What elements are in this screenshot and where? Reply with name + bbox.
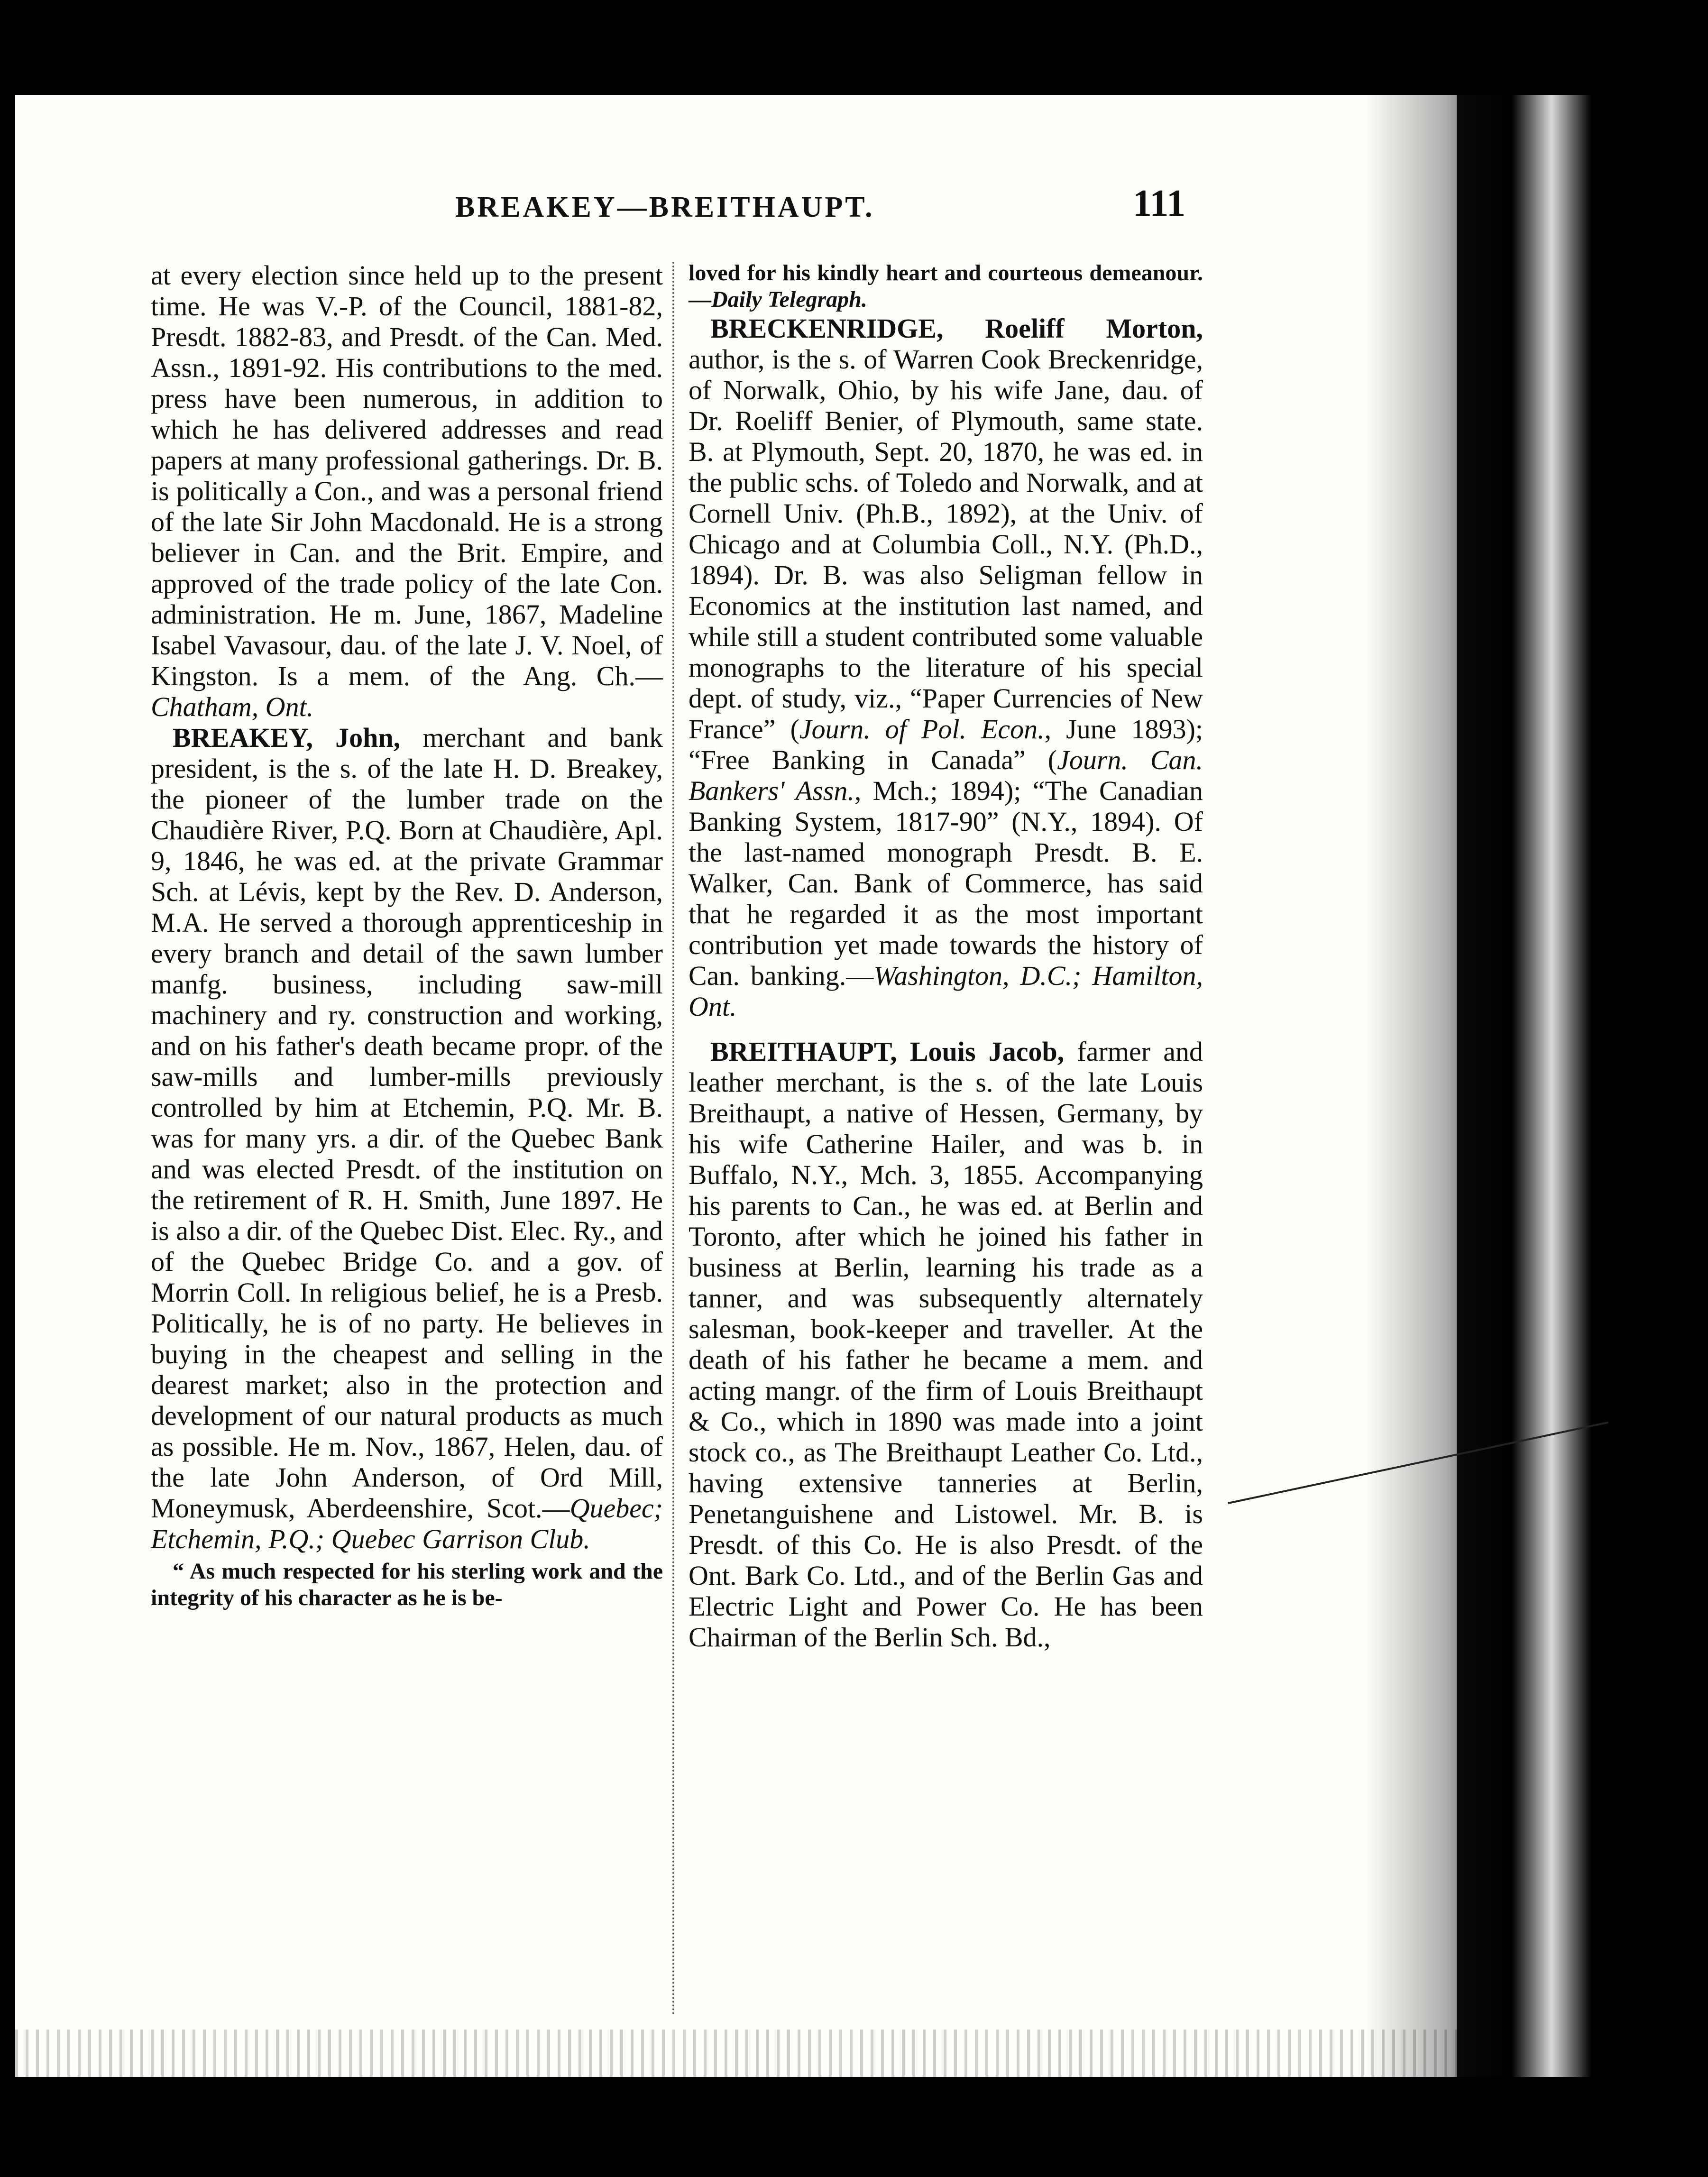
entry-breckenridge <box>689 313 1203 1022</box>
scan-noise <box>15 2030 1485 2077</box>
entry-gap <box>689 1022 1203 1036</box>
entry-text: author, is the s. of Warren Cook Breckenridge, of Norwalk, Ohio, by his wife Jane, dau. of Dr. Roeliff Benier, of Plymouth, same state. B. at Plymouth, Sept. 20, 1870, he was ed. in the public schs. of Toledo and Norwalk, and at Cornell Univ. (Ph.B., 1892), at the Univ. of Chicago and at Columbia Coll., N.Y. (Ph.D., 1894). Dr. B. was also Seligman fellow in Economics at the institution last named, and while still a student contributed some valuable monographs to the literature of his special dept. of study, viz., “Paper Currencies of New France” ( <box>689 344 1203 744</box>
left-column <box>151 260 663 1611</box>
paragraph-text: at every election since held up to the present time. He was V.-P. of the Council, 1881-82, Presdt. 1882-83, and Presdt. of the Can. Med. Assn., 1891-92. His contributions to the med. press have been numerous, in addition to which he has delivered addresses and read papers at many professional gatherings. Dr. B. is politically a Con., and was a personal friend of the late Sir John Macdonald. He is a strong believer in Can. and the Brit. Empire, and approved of the trade policy of the late Con. administration. He m. June, 1867, Madeline Isabel Vavasour, dau. of the late J. V. Noel, of Kingston. Is a mem. of the Ang. Ch.— <box>151 260 663 691</box>
quote-source: Daily Telegraph. <box>711 287 867 312</box>
residence-location: Chatham, Ont. <box>151 691 314 722</box>
entry-text: , June 1893); “Free Banking in Canada” ( <box>689 714 1203 775</box>
entry-name: BRECKENRIDGE, Roeliff Morton, <box>710 313 1203 344</box>
entry-text: farmer and leather merchant, is the s. of the late Louis Breithaupt, a native of Hessen, Germany, by his wife Catherine Hailer, and was b. in Buffalo, N.Y., Mch. 3, 1855. Accompanying his parents to Can., he was ed. at Berlin and Toronto, after which he joined his father in business at Berlin, learning his trade as a tanner, and was subsequently alternately salesman, book-keeper and traveller. At the death of his father he became a mem. and acting mangr. of the firm of Louis Breithaupt & Co., which in 1890 was made into a joint stock co., as The Breithaupt Leather Co. Ltd., having extensive tanneries at Berlin, Penetanguishene and Listowel. Mr. B. is Presdt. of this Co. He is also Presdt. of the Ont. Bark Co. Ltd., and of the Berlin Gas and Electric Light and Power Co. He has been Chairman of the Berlin Sch. Bd., <box>689 1036 1203 1653</box>
paragraph-continued <box>151 260 663 722</box>
entry-breithaupt <box>689 1036 1203 1653</box>
column-divider <box>672 262 674 2016</box>
page-curl-shadow <box>1366 95 1631 2077</box>
entry-name: BREITHAUPT, Louis Jacob, <box>710 1036 1065 1067</box>
journal-title: Journ. Can. Bankers' Assn. <box>689 744 1203 806</box>
entry-text: , Mch.; 1894); “The Canadian Banking System, 1817-90” (N.Y., 1894). Of the last-named monograph Presdt. B. E. Walker, Can. Bank of Commerce, has said that he regarded it as the most important contribution yet made towards the history of Can. banking.— <box>689 775 1203 991</box>
quote-start: “ As much respected for his sterling work and the integrity of his character as he is be- <box>151 1559 663 1610</box>
entry-breakey-john <box>151 722 663 1554</box>
running-title: BREAKEY—BREITHAUPT. <box>455 191 875 223</box>
entry-location: Washington, D.C.; Hamilton, Ont. <box>689 960 1203 1022</box>
journal-title: Journ. of Pol. Econ. <box>799 714 1045 744</box>
entry-text: merchant and bank president, is the s. of the late H. D. Breakey, the pioneer of the lumber trade on the Chaudière River, P.Q. Born at Chaudière, Apl. 9, 1846, he was ed. at the private Grammar Sch. at Lévis, kept by the Rev. D. Anderson, M.A. He served a thorough apprenticeship in every branch and detail of the sawn lumber manfg. business, including saw-mill machinery and ry. construction and working, and on his father's death became propr. of the saw-mills and lumber-mills previously controlled by him at Etchemin, P.Q. Mr. B. was for many yrs. a dir. of the Quebec Bank and was elected Presdt. of the institution on the retirement of R. H. Smith, June 1897. He is also a dir. of the Quebec Dist. Elec. Ry., and of the Quebec Bridge Co. and a gov. of Morrin Coll. In religious belief, he is a Presb. Politically, he is of no party. He believes in buying in the cheapest and selling in the dearest market; also in the protection and development of our natural products as much as possible. He m. Nov., 1867, Helen, dau. of the late John Anderson, of Ord Mill, Moneymusk, Aberdeenshire, Scot.— <box>151 722 663 1524</box>
quote-text: loved for his kindly heart and courteous demeanour.— <box>689 260 1203 312</box>
entry-name: BREAKEY, John, <box>173 722 401 753</box>
right-column <box>689 260 1203 1653</box>
page-header <box>455 185 1233 237</box>
entry-location: Quebec; Etchemin, P.Q.; Quebec Garrison Club. <box>151 1493 663 1554</box>
page-number: 111 <box>1132 183 1185 224</box>
quote-end <box>689 260 1203 313</box>
